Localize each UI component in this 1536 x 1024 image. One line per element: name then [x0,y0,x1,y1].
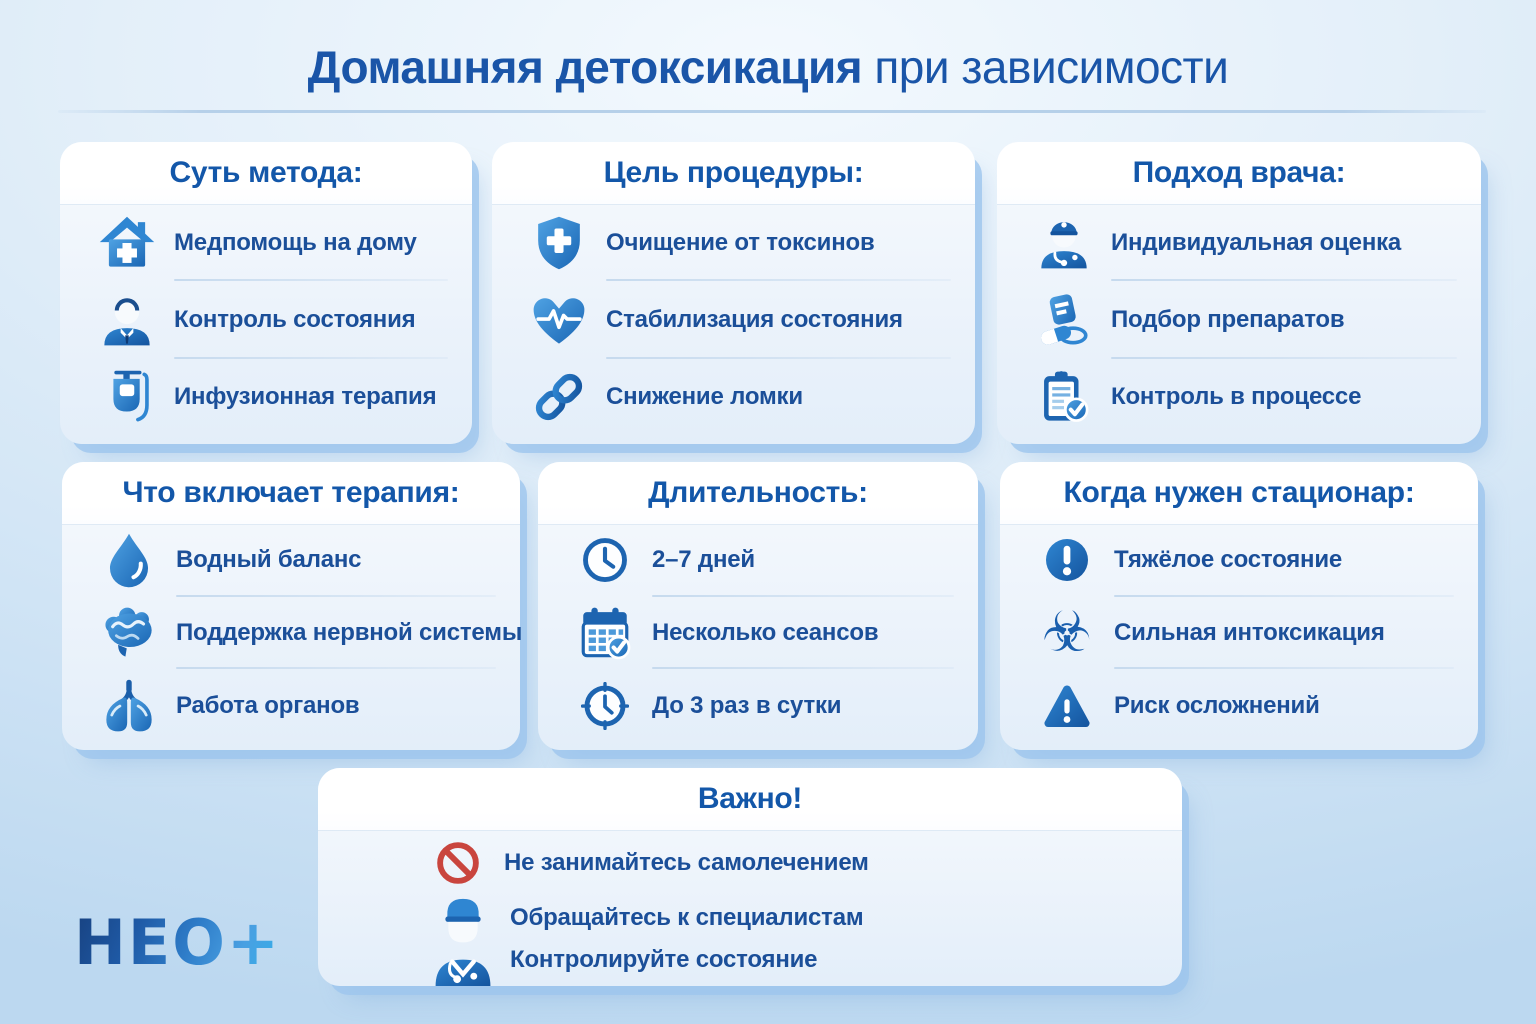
list-item [1031,359,1457,436]
warning-triangle-icon [1034,682,1100,730]
list-item [526,204,951,281]
timer-icon [572,682,638,730]
doctor-icon [94,291,160,349]
list-item [1031,204,1457,281]
page-title [0,40,1536,94]
list-item-label: Очищение от токсинов [606,228,875,256]
card-body [1031,204,1457,436]
list-item-group [430,892,1070,986]
list-item-label: Индивидуальная оценка [1111,228,1402,256]
card-body [526,204,951,436]
list-item [526,281,951,358]
card-title: Длительность: [538,462,978,524]
list-item [96,597,523,670]
clipboard-check-icon [1031,368,1097,426]
list-item-label: До 3 раз в сутки [652,691,842,719]
list-item [1034,524,1454,597]
card-method-essence [60,142,472,444]
page-title-regular: при зависимости [862,41,1229,93]
surgeon-icon [430,892,496,986]
brain-icon [96,604,162,662]
card-therapy-includes [62,462,523,750]
card-title: Что включает терапия: [62,462,520,524]
clock-icon [572,536,638,584]
card-body [572,524,954,742]
card-body [94,204,448,436]
card-title: Когда нужен стационар: [1000,462,1478,524]
list-item [572,669,954,742]
card-body [318,830,1182,986]
list-item-label: Не занимайтесь самолечением [504,849,869,876]
card-important [318,768,1182,986]
iv-drip-icon [94,368,160,426]
list-item [94,204,448,281]
list-item [572,524,954,597]
list-item [96,524,496,597]
card-duration [538,462,978,750]
list-item-label: Сильная интоксикация [1114,619,1385,646]
list-item [1034,669,1454,742]
list-item [1034,597,1454,670]
list-item-label: Контроль состояния [174,305,416,333]
card-title: Подход врача: [997,142,1481,204]
heart-pulse-icon [526,291,592,349]
card-body [96,524,523,742]
chain-link-icon [526,368,592,426]
card-title: Суть метода: [60,142,472,204]
calendar-check-icon [572,604,638,662]
list-item [572,597,954,670]
card-hospital-needed [1000,462,1478,750]
list-item [526,359,951,436]
list-item-label: 2–7 дней [652,546,755,574]
title-divider [58,110,1486,113]
card-procedure-goal [492,142,975,444]
list-item-label: Инфузионная терапия [174,383,437,411]
list-item-label: Медпомощь на дому [174,228,417,256]
list-item-label: Снижение ломки [606,383,803,411]
list-item-label: Стабилизация состояния [606,305,903,333]
neo-plus-logo: НЕО+ [74,906,281,979]
list-item-label: Водный баланс [176,546,362,574]
card-title: Цель процедуры: [492,142,975,204]
list-item [94,359,448,436]
list-item-label: Несколько сеансов [652,619,879,646]
card-body [1034,524,1454,742]
list-item [1031,281,1457,358]
lungs-icon [96,677,162,735]
biohazard-icon: ☣ [1041,600,1093,665]
list-item-label: Обращайтесь к специалистам [510,904,864,931]
list-item-label: Контроль в процессе [1111,383,1362,411]
list-item [96,669,496,742]
list-item-label: Работа органов [176,691,360,719]
card-title: Важно! [318,768,1182,830]
house-medical-icon [94,214,160,272]
list-item-label: Контролируйте состояние [510,946,818,973]
exclamation-circle-icon [1034,536,1100,584]
card-doctor-approach [997,142,1481,444]
no-entry-icon [430,841,486,885]
list-item [430,838,1070,888]
page-title-bold: Домашняя детоксикация [307,41,863,93]
list-item-label: Риск осложнений [1114,691,1320,719]
pills-icon [1031,291,1097,349]
list-item [94,281,448,358]
water-drop-icon [96,531,162,589]
list-item-label: Поддержка нервной системы [176,619,523,646]
list-item-label: Подбор препаратов [1111,305,1345,333]
list-item-label: Тяжёлое состояние [1114,546,1343,574]
shield-cross-icon [526,214,592,272]
doctor-cap-icon [1031,214,1097,272]
